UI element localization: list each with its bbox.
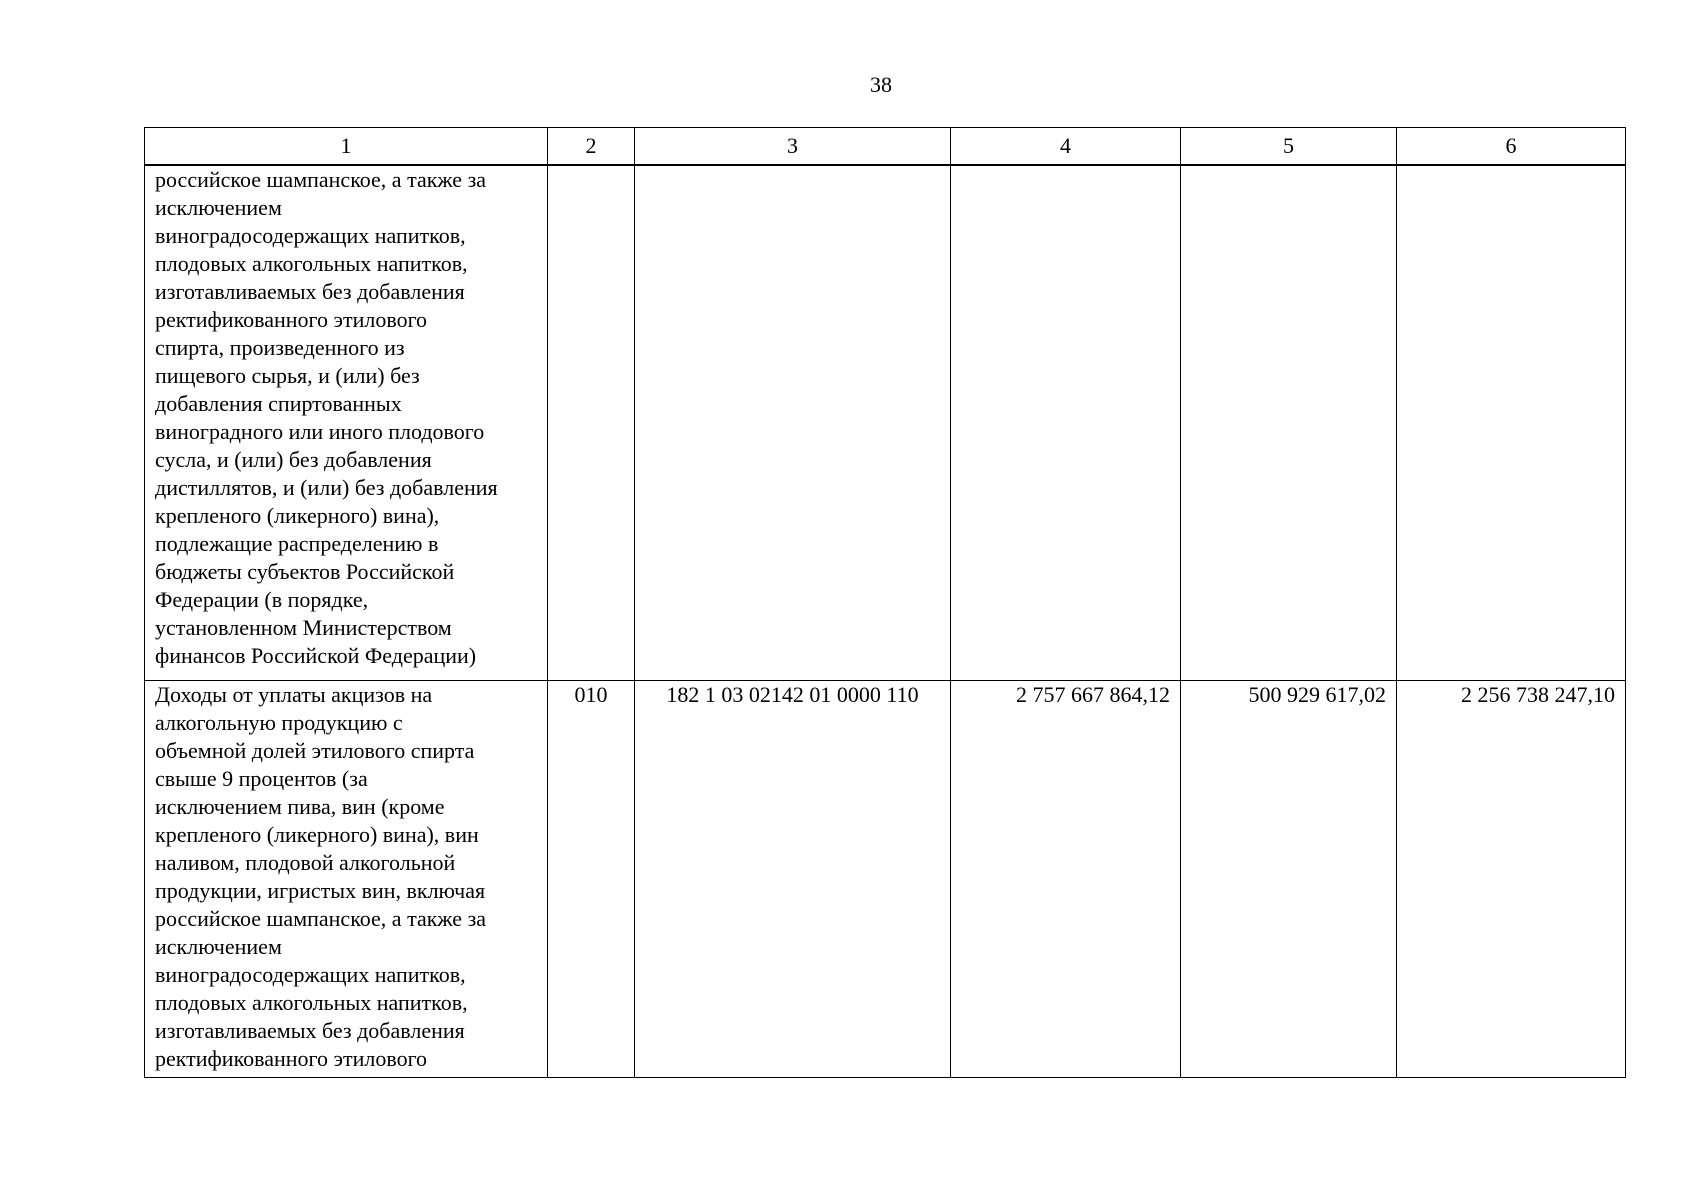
description-line: пищевого сырья, и (или) без <box>155 363 420 388</box>
description-line: Федерации (в порядке, <box>155 587 369 612</box>
row-description <box>145 681 548 1078</box>
row-value-col6: 2 256 738 247,10 <box>1397 681 1626 1078</box>
description-line: бюджеты субъектов Российской <box>155 559 455 584</box>
description-line: сусла, и (или) без добавления <box>155 447 432 472</box>
description-line: финансов Российской Федерации) <box>155 643 477 668</box>
row-value-col6 <box>1397 165 1626 681</box>
description-line: алкогольную продукцию с <box>155 710 403 735</box>
column-header-4: 4 <box>951 128 1181 166</box>
description-line: исключением пива, вин (кроме <box>155 794 445 819</box>
description-line: крепленого (ликерного) вина), вин <box>155 822 479 847</box>
row-kbk: 182 1 03 02142 01 0000 110 <box>635 681 951 1078</box>
row-code <box>548 165 635 681</box>
description-line: изготавливаемых без добавления <box>155 279 465 304</box>
description-line: исключением <box>155 195 282 220</box>
description-line: виноградного или иного плодового <box>155 419 485 444</box>
column-header-2: 2 <box>548 128 635 166</box>
description-line: российское шампанское, а также за <box>155 906 487 931</box>
revenue-table <box>144 127 1626 1078</box>
description-line: добавления спиртованных <box>155 391 402 416</box>
row-value-col5: 500 929 617,02 <box>1181 681 1397 1078</box>
description-line: ректификованного этилового <box>155 1046 428 1071</box>
description-line: объемной долей этилового спирта <box>155 738 475 763</box>
table-header-row <box>145 128 1626 166</box>
description-line: крепленого (ликерного) вина), <box>155 503 440 528</box>
description-line: дистиллятов, и (или) без добавления <box>155 475 498 500</box>
column-header-6: 6 <box>1397 128 1626 166</box>
description-line: исключением <box>155 934 282 959</box>
table-row <box>145 165 1626 681</box>
row-value-col4 <box>951 165 1181 681</box>
description-line: подлежащие распределению в <box>155 531 439 556</box>
description-line: установленном Министерством <box>155 615 452 640</box>
row-kbk <box>635 165 951 681</box>
table-row <box>145 681 1626 1078</box>
description-line: свыше 9 процентов (за <box>155 766 368 791</box>
description-line: изготавливаемых без добавления <box>155 1018 465 1043</box>
column-header-5: 5 <box>1181 128 1397 166</box>
row-description <box>145 165 548 681</box>
row-value-col4: 2 757 667 864,12 <box>951 681 1181 1078</box>
description-line: ректификованного этилового <box>155 307 428 332</box>
column-header-1: 1 <box>145 128 548 166</box>
description-line: продукции, игристых вин, включая <box>155 878 486 903</box>
description-line: виноградосодержащих напитков, <box>155 223 466 248</box>
description-line: Доходы от уплаты акцизов на <box>155 682 433 707</box>
description-line: плодовых алкогольных напитков, <box>155 990 468 1015</box>
description-line: плодовых алкогольных напитков, <box>155 251 468 276</box>
page-number: 38 <box>870 72 892 97</box>
column-header-3: 3 <box>635 128 951 166</box>
description-line: наливом, плодовой алкогольной <box>155 850 456 875</box>
row-code: 010 <box>548 681 635 1078</box>
description-line: виноградосодержащих напитков, <box>155 962 466 987</box>
description-line: спирта, произведенного из <box>155 335 405 360</box>
description-line: российское шампанское, а также за <box>155 167 487 192</box>
row-value-col5 <box>1181 165 1397 681</box>
